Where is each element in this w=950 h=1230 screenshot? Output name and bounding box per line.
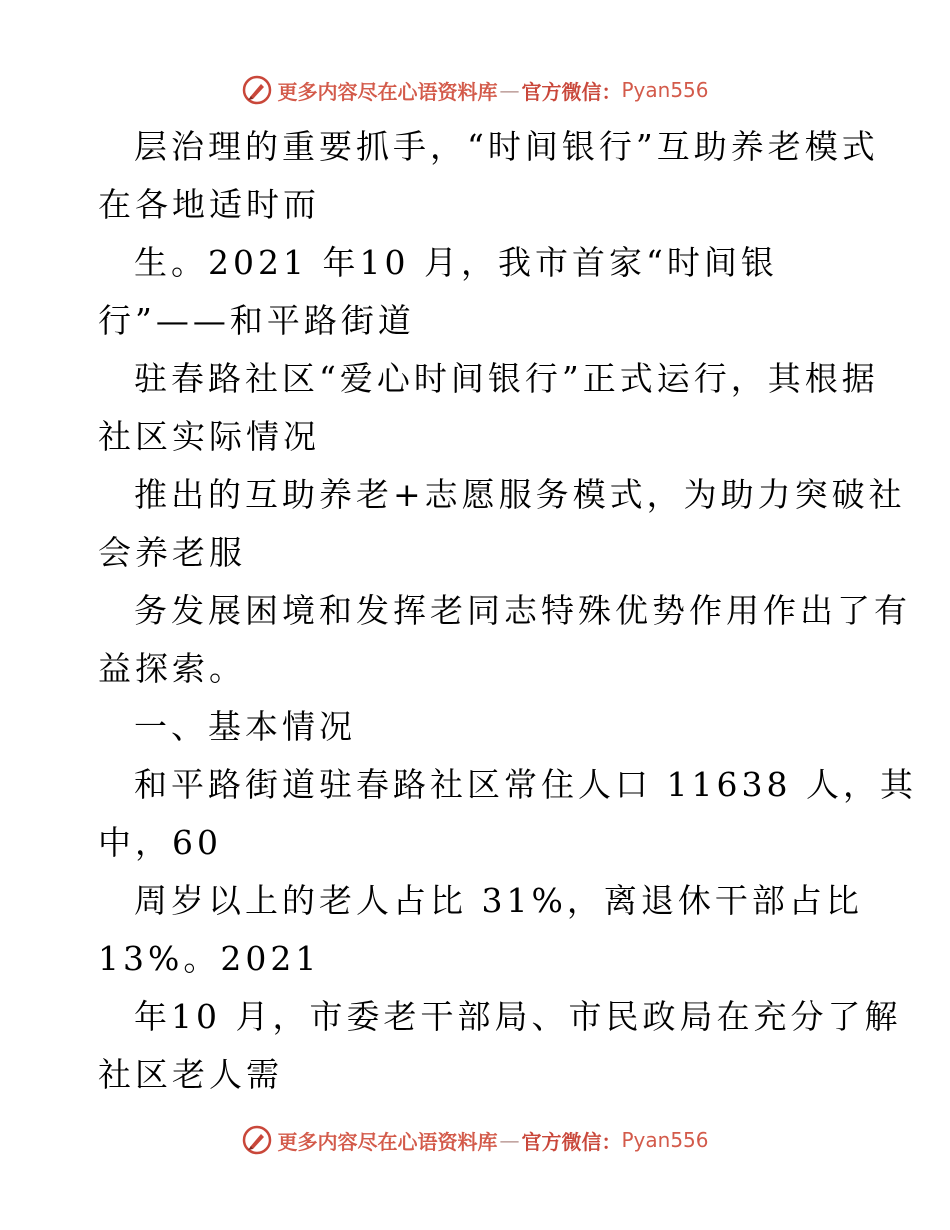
text-line: 13%。2021 <box>98 939 321 978</box>
pen-logo-icon <box>241 74 273 106</box>
section-heading: 一、基本情况 <box>134 707 356 746</box>
text-line: 会养老服 <box>98 533 246 572</box>
watermark-dash: — <box>499 1128 520 1152</box>
text-line: 和平路街道驻春路社区常住人口 11638 人，其 <box>134 765 917 804</box>
text-line: 年10 月，市委老干部局、市民政局在充分了解 <box>134 997 902 1036</box>
text-line: 推出的互助养老+志愿服务模式，为助力突破社 <box>134 475 906 514</box>
footer-watermark <box>0 1123 950 1157</box>
pen-logo-icon <box>241 1124 273 1156</box>
document-body <box>98 118 917 1104</box>
header-watermark <box>0 73 950 107</box>
watermark-dash: — <box>499 78 520 102</box>
text-line: 行”——和平路街道 <box>98 301 415 340</box>
watermark-official-label: 官方微信： <box>521 1129 622 1154</box>
text-line: 社区老人需 <box>98 1055 283 1094</box>
text-line: 层治理的重要抓手，“时间银行”互助养老模式 <box>134 127 879 166</box>
text-line: 生。2021 年10 月，我市首家“时间银 <box>134 243 778 282</box>
watermark-site-text: 更多内容尽在心语资料库 <box>277 1129 498 1154</box>
text-line: 务发展困境和发挥老同志特殊优势作用作出了有 <box>134 591 911 630</box>
text-line: 益探索。 <box>98 649 246 688</box>
text-line: 在各地适时而 <box>98 185 320 224</box>
text-line: 中，60 <box>98 823 222 862</box>
watermark-wechat-id: Pyan556 <box>621 1128 709 1152</box>
watermark-site-text: 更多内容尽在心语资料库 <box>277 79 498 104</box>
watermark-wechat-id: Pyan556 <box>621 78 709 102</box>
text-line: 驻春路社区“爱心时间银行”正式运行，其根据 <box>134 359 879 398</box>
watermark-official-label: 官方微信： <box>521 79 622 104</box>
text-line: 周岁以上的老人占比 31%，离退休干部占比 <box>134 881 863 920</box>
text-line: 社区实际情况 <box>98 417 320 456</box>
